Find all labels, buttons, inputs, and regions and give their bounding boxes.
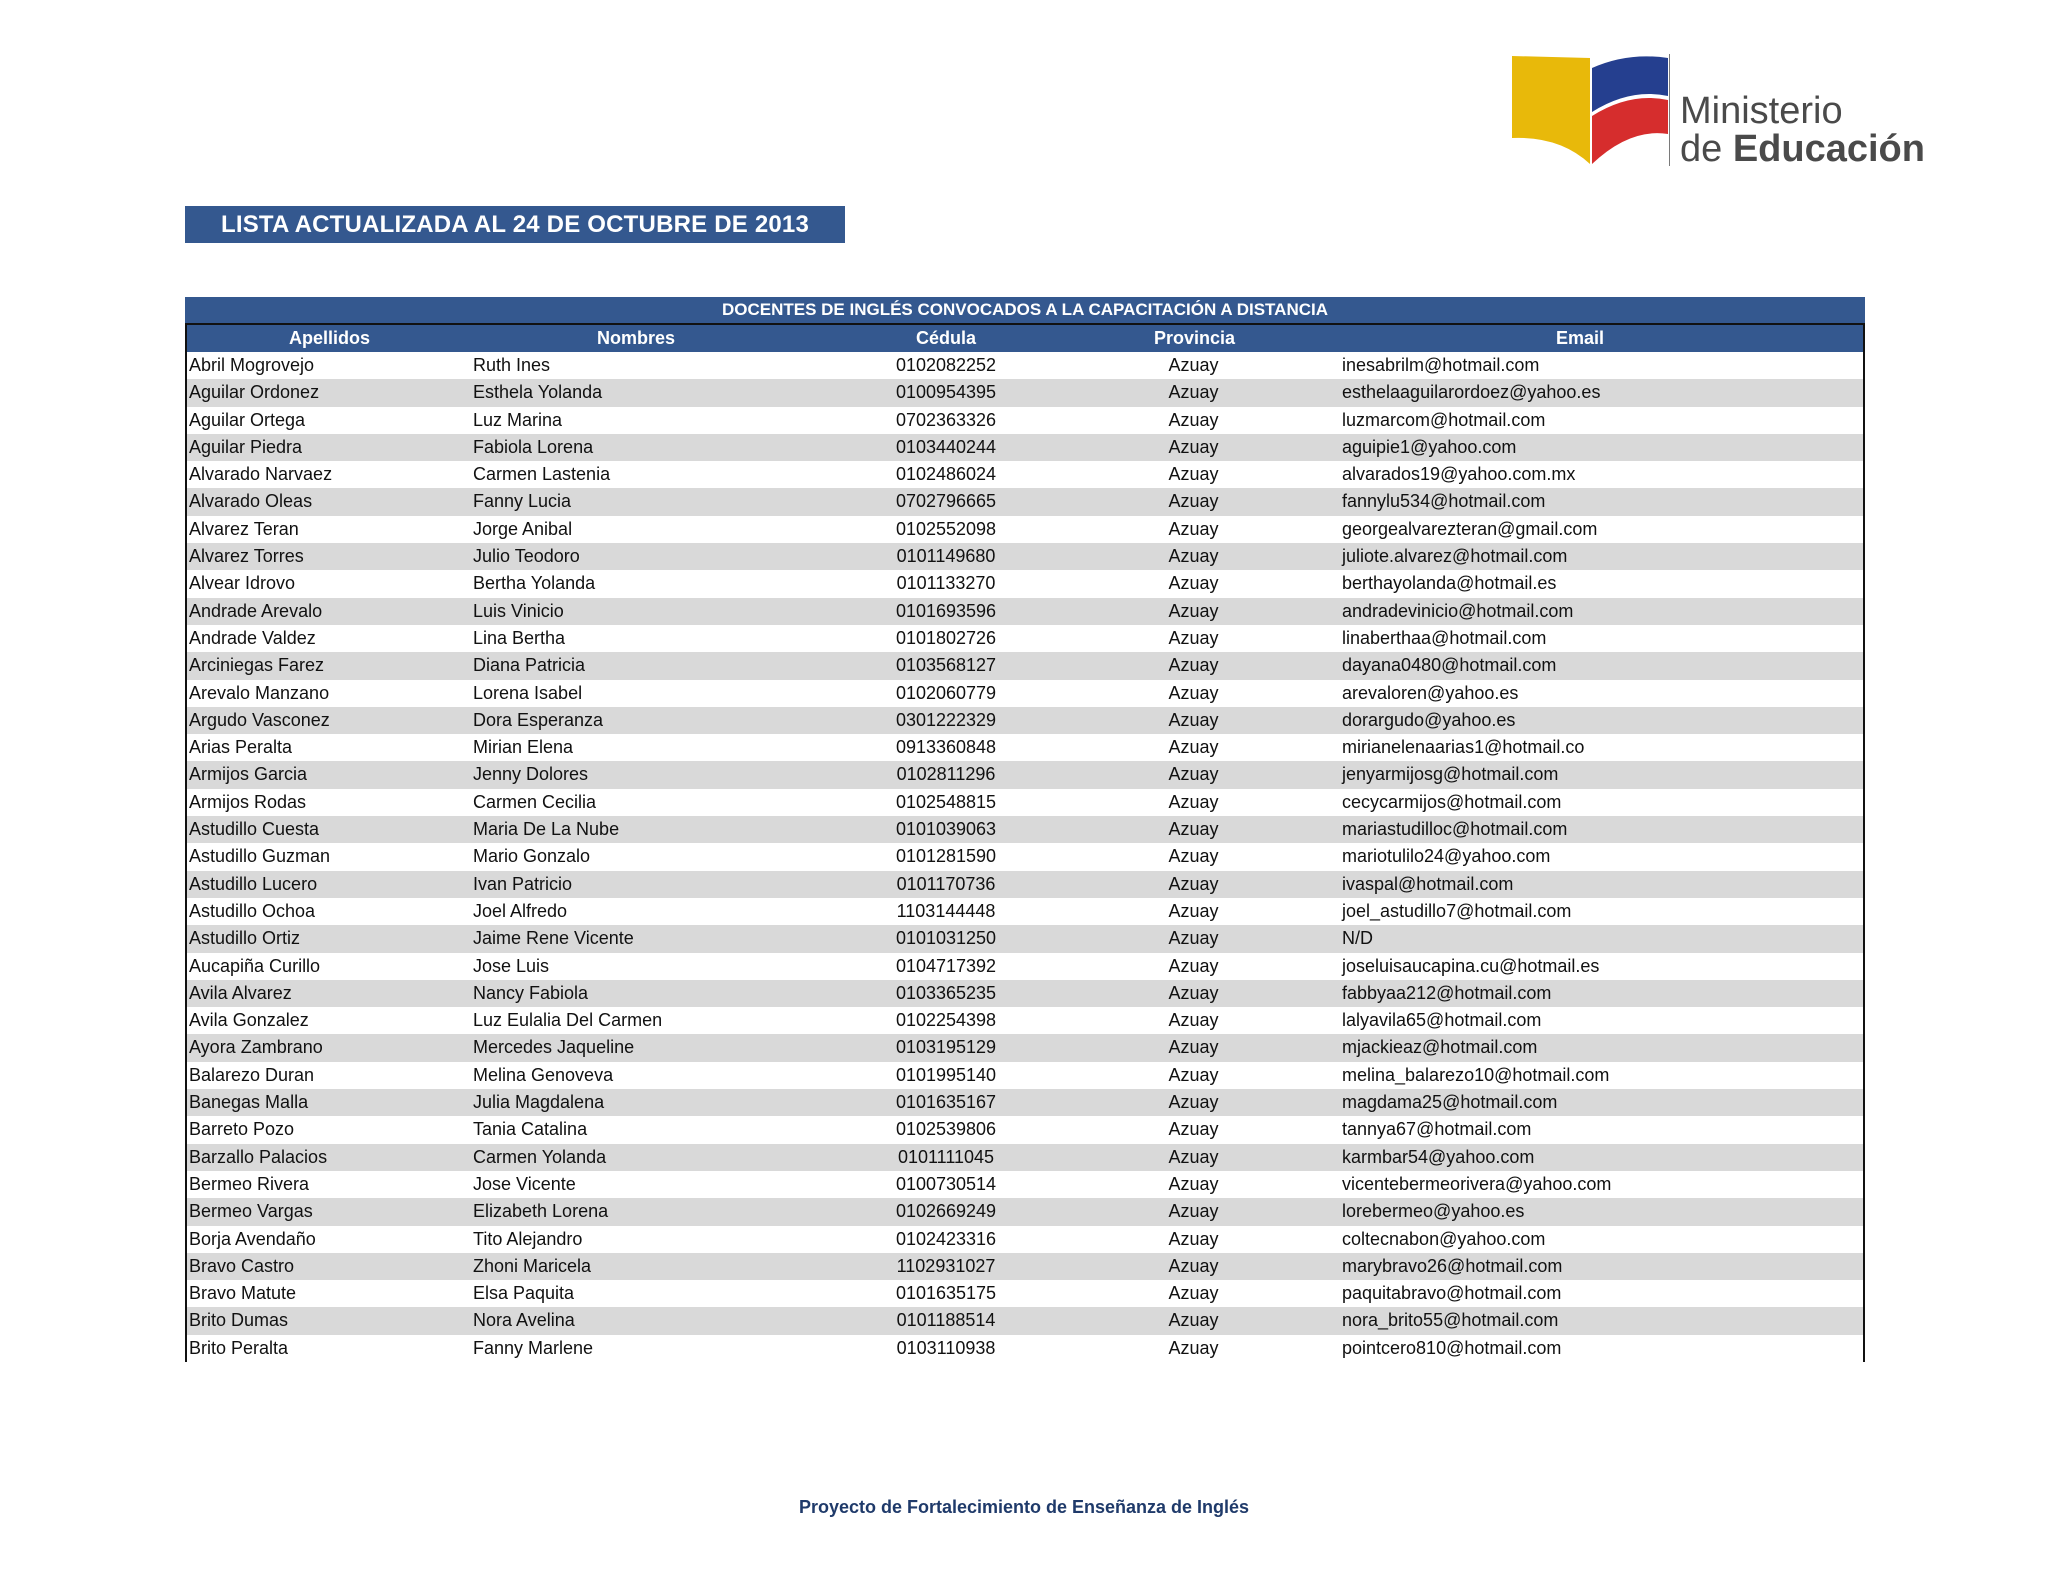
cell-email: melina_balarezo10@hotmail.com [1342,1064,1610,1085]
cell-cedula: 0102254398 [895,1010,997,1031]
cell-apellidos: Alvarado Oleas [189,491,313,512]
cell-provincia: Azuay [1168,436,1219,457]
cell-email: tannya67@hotmail.com [1342,1119,1532,1140]
cell-apellidos: Aguilar Ordonez [189,382,320,403]
cell-provincia: Azuay [1168,409,1219,430]
cell-apellidos: Aguilar Ortega [189,409,306,430]
table-row [187,789,1863,816]
cell-apellidos: Alvarez Torres [189,546,304,567]
table-row [187,379,1863,406]
table-row [187,1034,1863,1061]
cell-nombres: Luis Vinicio [473,600,564,621]
cell-nombres: Tania Catalina [473,1119,588,1140]
cell-cedula: 0102552098 [895,518,997,539]
cell-provincia: Azuay [1168,655,1219,676]
cell-provincia: Azuay [1168,1228,1219,1249]
cell-nombres: Julia Magdalena [473,1092,605,1113]
table-row [187,1116,1863,1143]
table-row [187,680,1863,707]
cell-email: aguipie1@yahoo.com [1342,436,1517,457]
cell-email: lorebermeo@yahoo.es [1342,1201,1525,1222]
cell-cedula: 0702363326 [895,409,997,430]
table-row [187,1171,1863,1198]
table-row [187,734,1863,761]
cell-provincia: Azuay [1168,955,1219,976]
cell-email: magdama25@hotmail.com [1342,1092,1558,1113]
cell-email: joseluisaucapina.cu@hotmail.es [1342,955,1600,976]
cell-nombres: Fabiola Lorena [473,436,594,457]
cell-cedula: 0102060779 [895,682,997,703]
cell-provincia: Azuay [1168,928,1219,949]
table-row [187,1198,1863,1225]
cell-cedula: 0101133270 [896,573,996,594]
cell-apellidos: Arevalo Manzano [189,682,330,703]
cell-provincia: Azuay [1168,846,1219,867]
cell-provincia: Azuay [1168,1310,1219,1331]
cell-nombres: Joel Alfredo [473,900,568,921]
table-row [187,1335,1863,1362]
cell-apellidos: Ayora Zambrano [189,1037,323,1058]
cell-nombres: Luz Eulalia Del Carmen [473,1010,663,1031]
cell-email: marybravo26@hotmail.com [1342,1255,1563,1276]
cell-nombres: Jorge Anibal [473,518,573,539]
cell-nombres: Elsa Paquita [473,1283,575,1304]
cell-nombres: Jose Luis [473,955,550,976]
ministerio-logo [1510,52,1930,182]
cell-nombres: Ruth Ines [473,355,551,375]
cell-email: arevaloren@yahoo.es [1342,682,1519,703]
cell-email: ivaspal@hotmail.com [1342,873,1514,894]
table-row [187,434,1863,461]
cell-apellidos: Avila Gonzalez [189,1010,309,1031]
cell-nombres: Jenny Dolores [473,764,589,785]
cell-cedula: 0101635167 [895,1092,997,1113]
cell-email: dayana0480@hotmail.com [1342,655,1557,676]
cell-nombres: Jose Vicente [473,1173,576,1194]
table-header-row [185,323,1865,352]
cell-email: N/D [1342,928,1373,949]
cell-apellidos: Abril Mogrovejo [189,355,315,375]
cell-apellidos: Astudillo Ochoa [189,900,316,921]
cell-email: dorargudo@yahoo.es [1342,709,1516,730]
cell-provincia: Azuay [1168,464,1219,485]
cell-email: inesabrilm@hotmail.com [1342,355,1540,375]
cell-provincia: Azuay [1168,518,1219,539]
table-row [187,953,1863,980]
cell-cedula: 0913360848 [895,737,997,758]
cell-email: georgealvarezteran@gmail.com [1342,518,1598,539]
table-row [187,925,1863,952]
table-row [187,543,1863,570]
cell-cedula: 0101031250 [895,928,997,949]
cell-email: cecycarmijos@hotmail.com [1342,791,1562,812]
table-body [185,352,1865,1362]
cell-cedula: 0101111045 [897,1146,995,1167]
header-cedula: Cédula [915,328,976,348]
cell-cedula: 0103365235 [895,982,997,1003]
cell-provincia: Azuay [1168,1283,1219,1304]
cell-apellidos: Arias Peralta [189,737,293,758]
logo-wordmark [1680,92,1925,168]
cell-nombres: Mirian Elena [473,737,574,758]
cell-cedula: 0103440244 [895,436,997,457]
cell-nombres: Zhoni Maricela [473,1255,592,1276]
table-row [187,461,1863,488]
cell-provincia: Azuay [1168,382,1219,403]
cell-email: mariastudilloc@hotmail.com [1342,819,1568,840]
cell-provincia: Azuay [1168,764,1219,785]
cell-provincia: Azuay [1168,1201,1219,1222]
cell-apellidos: Alvarez Teran [189,518,299,539]
cell-cedula: 0102486024 [895,464,997,485]
footer-project-name: Proyecto de Fortalecimiento de Enseñanza de Inglés [798,1497,1250,1517]
table-row [187,816,1863,843]
cell-email: luzmarcom@hotmail.com [1342,409,1546,430]
cell-email: pointcero810@hotmail.com [1342,1337,1562,1358]
table-row [187,516,1863,543]
cell-email: jenyarmijosg@hotmail.com [1342,764,1559,785]
cell-nombres: Tito Alejandro [473,1228,583,1249]
cell-cedula: 0102669249 [895,1201,997,1222]
cell-apellidos: Argudo Vasconez [189,709,330,730]
cell-cedula: 0103195129 [895,1037,997,1058]
cell-provincia: Azuay [1168,819,1219,840]
cell-email: andradevinicio@hotmail.com [1342,600,1574,621]
cell-provincia: Azuay [1168,1010,1219,1031]
cell-apellidos: Astudillo Cuesta [189,819,320,840]
cell-apellidos: Alvarado Narvaez [189,464,333,485]
cell-email: nora_brito55@hotmail.com [1342,1310,1559,1331]
table-row [187,1144,1863,1171]
cell-apellidos: Astudillo Guzman [189,846,331,867]
header-apellidos: Apellidos [288,328,370,348]
cell-apellidos: Andrade Arevalo [189,600,323,621]
cell-nombres: Elizabeth Lorena [473,1201,609,1222]
cell-cedula: 0102423316 [895,1228,997,1249]
cell-nombres: Esthela Yolanda [473,382,603,403]
cell-provincia: Azuay [1168,709,1219,730]
cell-cedula: 0102811296 [896,764,996,785]
cell-apellidos: Borja Avendaño [189,1228,316,1249]
table-row [187,1089,1863,1116]
cell-email: juliote.alvarez@hotmail.com [1342,546,1568,567]
cell-provincia: Azuay [1168,1064,1219,1085]
cell-cedula: 0103568127 [895,655,997,676]
logo-line2-bold: Educación [1732,128,1925,170]
cell-provincia: Azuay [1168,627,1219,648]
logo-line2 [1680,130,1925,168]
cell-email: mjackieaz@hotmail.com [1342,1037,1538,1058]
cell-email: esthelaaguilarordoez@yahoo.es [1342,382,1601,403]
table-row [187,1253,1863,1280]
cell-apellidos: Aguilar Piedra [189,436,303,457]
cell-provincia: Azuay [1168,900,1219,921]
cell-nombres: Fanny Marlene [473,1337,594,1358]
cell-provincia: Azuay [1168,600,1219,621]
cell-email: lalyavila65@hotmail.com [1342,1010,1542,1031]
cell-email: coltecnabon@yahoo.com [1342,1228,1546,1249]
cell-apellidos: Astudillo Ortiz [189,928,301,949]
cell-email: alvarados19@yahoo.com.mx [1342,464,1576,485]
cell-provincia: Azuay [1168,546,1219,567]
table-title: DOCENTES DE INGLÉS CONVOCADOS A LA CAPACITACIÓN A DISTANCIA [185,297,1865,323]
table-row [187,1062,1863,1089]
cell-nombres: Fanny Lucia [473,491,572,512]
header-nombres: Nombres [596,328,676,348]
cell-nombres: Jaime Rene Vicente [473,928,634,949]
cell-nombres: Lorena Isabel [473,682,583,703]
table-row [187,1007,1863,1034]
table-row [187,980,1863,1007]
cell-cedula: 0101281590 [895,846,997,867]
cell-cedula: 0100954395 [895,382,997,403]
cell-cedula: 0102082252 [895,355,997,375]
cell-apellidos: Aucapiña Curillo [189,955,321,976]
cell-email: fabbyaa212@hotmail.com [1342,982,1552,1003]
cell-email: karmbar54@yahoo.com [1342,1146,1535,1167]
table-row [187,407,1863,434]
cell-apellidos: Andrade Valdez [189,627,316,648]
date-banner: LISTA ACTUALIZADA AL 24 DE OCTUBRE DE 2013 [185,206,845,243]
cell-apellidos: Armijos Rodas [189,791,307,812]
cell-provincia: Azuay [1168,1337,1219,1358]
table-row [187,598,1863,625]
cell-provincia: Azuay [1168,1146,1219,1167]
cell-apellidos: Bravo Castro [189,1255,295,1276]
cell-cedula: 0101802726 [895,627,997,648]
cell-apellidos: Alvear Idrovo [189,573,296,594]
cell-cedula: 0101693596 [895,600,997,621]
cell-apellidos: Astudillo Lucero [189,873,318,894]
cell-nombres: Dora Esperanza [473,709,604,730]
cell-email: linaberthaa@hotmail.com [1342,627,1547,648]
cell-nombres: Lina Bertha [473,627,566,648]
table-row [187,625,1863,652]
table-row [187,843,1863,870]
cell-cedula: 0101635175 [895,1283,997,1304]
table-row [187,761,1863,788]
logo-line1: Ministerio [1680,90,1843,132]
table-row [187,1307,1863,1334]
cell-cedula: 0102539806 [895,1119,997,1140]
cell-provincia: Azuay [1168,491,1219,512]
cell-email: paquitabravo@hotmail.com [1342,1283,1562,1304]
cell-cedula: 0101149680 [896,546,996,567]
cell-nombres: Julio Teodoro [473,546,580,567]
cell-cedula: 0702796665 [895,491,997,512]
cell-apellidos: Arciniegas Farez [189,655,325,676]
cell-provincia: Azuay [1168,791,1219,812]
cell-apellidos: Brito Peralta [189,1337,289,1358]
cell-email: berthayolanda@hotmail.es [1342,573,1557,594]
cell-nombres: Carmen Lastenia [473,464,611,485]
cell-nombres: Carmen Cecilia [473,791,597,812]
cell-cedula: 1102931027 [896,1255,996,1276]
cell-provincia: Azuay [1168,1255,1219,1276]
table-row [187,1226,1863,1253]
cell-provincia: Azuay [1168,873,1219,894]
cell-cedula: 0301222329 [895,709,997,730]
cell-cedula: 0101039063 [895,819,997,840]
cell-cedula: 0101170736 [896,873,996,894]
cell-nombres: Ivan Patricio [473,873,573,894]
cell-provincia: Azuay [1168,573,1219,594]
cell-apellidos: Bravo Matute [189,1283,297,1304]
table-row [187,352,1863,379]
cell-nombres: Melina Genoveva [473,1064,614,1085]
table-row [187,1280,1863,1307]
cell-nombres: Maria De La Nube [473,819,620,840]
cell-apellidos: Bermeo Rivera [189,1173,310,1194]
table-row [187,898,1863,925]
cell-nombres: Mercedes Jaqueline [473,1037,635,1058]
cell-apellidos: Barreto Pozo [189,1119,295,1140]
cell-provincia: Azuay [1168,1092,1219,1113]
table-row [187,488,1863,515]
cell-cedula: 0103110938 [896,1337,996,1358]
cell-nombres: Diana Patricia [473,655,586,676]
cell-provincia: Azuay [1168,1173,1219,1194]
teachers-table [185,297,1865,1362]
cell-cedula: 0101188514 [896,1310,996,1331]
table-row [187,652,1863,679]
table-row [187,570,1863,597]
cell-email: vicentebermeorivera@yahoo.com [1342,1173,1612,1194]
cell-provincia: Azuay [1168,682,1219,703]
cell-nombres: Nancy Fabiola [473,982,589,1003]
cell-cedula: 1103144448 [896,900,996,921]
cell-nombres: Luz Marina [473,409,563,430]
cell-apellidos: Bermeo Vargas [189,1201,313,1222]
header-email: Email [1555,328,1605,348]
cell-apellidos: Barzallo Palacios [189,1146,328,1167]
table-row [187,707,1863,734]
cell-provincia: Azuay [1168,1037,1219,1058]
cell-apellidos: Brito Dumas [189,1310,289,1331]
cell-provincia: Azuay [1168,1119,1219,1140]
cell-cedula: 0100730514 [895,1173,997,1194]
cell-email: mariotulilo24@yahoo.com [1342,846,1551,867]
cell-apellidos: Avila Alvarez [189,982,292,1003]
cell-nombres: Nora Avelina [473,1310,575,1331]
cell-email: mirianelenaarias1@hotmail.co [1342,737,1585,758]
cell-nombres: Bertha Yolanda [473,573,596,594]
cell-cedula: 0104717392 [895,955,997,976]
header-provincia: Provincia [1153,328,1236,348]
table-row [187,871,1863,898]
logo-line2-prefix: de [1680,128,1733,170]
cell-cedula: 0101995140 [895,1064,997,1085]
cell-apellidos: Balarezo Duran [189,1064,315,1085]
cell-email: joel_astudillo7@hotmail.com [1342,900,1572,921]
cell-provincia: Azuay [1168,982,1219,1003]
cell-apellidos: Banegas Malla [189,1092,309,1113]
book-emblem-icon [1510,52,1670,172]
cell-nombres: Mario Gonzalo [473,846,591,867]
cell-cedula: 0102548815 [895,791,997,812]
cell-email: fannylu534@hotmail.com [1342,491,1546,512]
cell-provincia: Azuay [1168,355,1219,375]
cell-provincia: Azuay [1168,737,1219,758]
cell-nombres: Carmen Yolanda [473,1146,607,1167]
cell-apellidos: Armijos Garcia [189,764,308,785]
